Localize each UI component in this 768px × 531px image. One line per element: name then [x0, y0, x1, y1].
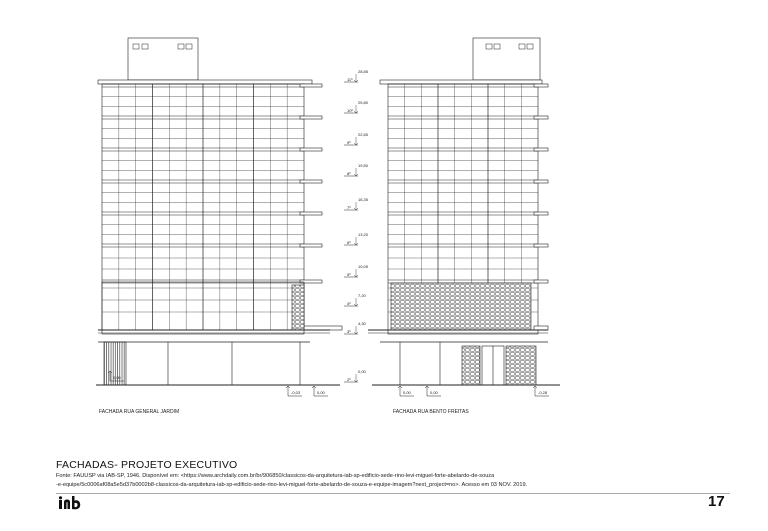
level-marker	[344, 264, 369, 277]
source-line-2: -e-equipe/5c0006af08a5e5d37b0002b8-classicos-da-arquitetura-iab-sp-edificio-sede-rino-levi-miguel-forte-abelardo-de-souza-e-equipe-imagem?next_project=no>. Acesso em 03 NOV. 2019.	[56, 482, 528, 488]
ground-mark	[533, 386, 549, 396]
left-brick-panel	[292, 285, 304, 330]
level-floor-label: 4º	[347, 301, 351, 306]
left-podium-slab	[300, 326, 342, 330]
footer-rule	[56, 493, 730, 494]
level-elevation-label: 22,65	[358, 132, 369, 137]
level-floor-label: 11º	[347, 77, 353, 82]
ground-mark-label: -0,28	[538, 390, 548, 395]
level-elevation-label: 7,20	[358, 293, 366, 298]
level-floor-label: 7º	[347, 205, 351, 210]
right-facade-elevation	[368, 38, 560, 385]
right-podium-slab	[534, 326, 548, 330]
level-floor-label: 9º	[347, 140, 351, 145]
level-elevation-label: 28,85	[358, 69, 369, 74]
level-floor-label: 10º	[347, 108, 353, 113]
left-facade-elevation	[96, 38, 342, 385]
right-facade-label: FACHADA RUA BENTO FREITAS	[393, 409, 469, 415]
level-marker	[344, 293, 367, 306]
level-floor-label: 2º	[347, 377, 351, 382]
ground-mark	[286, 386, 302, 396]
source-line-1: Fonte: FAUUSP via IAB-SP, 1946. Disponível em: <https://www.archdaily.com.br/br/906850/classicos-da-arquitetura-iab-sp-edificio-sede-rino-levi-miguel-forte-abelardo-de-souza	[56, 473, 495, 479]
ground-mark-label: 0,00	[403, 390, 411, 395]
level-marker	[344, 132, 369, 145]
left-balcony-slab	[300, 116, 322, 119]
level-elevation-label: 10,05	[358, 264, 369, 269]
right-balcony-slab	[534, 84, 548, 87]
right-balcony-slab	[534, 148, 548, 151]
left-balcony-slab	[300, 244, 322, 247]
left-penthouse-windows	[133, 44, 192, 49]
left-balcony-slab	[300, 180, 322, 183]
right-balcony-slab	[534, 280, 548, 283]
level-floor-label: 8º	[347, 171, 351, 176]
right-balcony-slab	[534, 180, 548, 183]
level-marker	[344, 321, 367, 334]
ground-mark-label: 0,00	[317, 390, 325, 395]
right-penthouse	[473, 38, 540, 80]
left-balcony-slab	[300, 148, 322, 151]
ground-mark-label: 0,00	[113, 375, 121, 380]
ground-mark	[312, 386, 328, 396]
ground-level-marks	[108, 371, 549, 396]
level-elevation-label: 16,35	[358, 197, 369, 202]
level-marker	[344, 197, 369, 210]
level-marker	[344, 100, 369, 113]
level-marker	[344, 163, 369, 176]
level-elevation-label: 19,50	[358, 163, 369, 168]
level-markers	[344, 69, 369, 382]
right-balcony-slab	[534, 116, 548, 119]
level-marker	[344, 69, 369, 82]
right-entrance-brick	[462, 346, 480, 385]
ground-mark	[425, 386, 441, 396]
page-number: 17	[708, 493, 725, 510]
left-penthouse	[128, 38, 198, 80]
left-balcony-slab	[300, 212, 322, 215]
iab-logo-icon	[58, 496, 82, 510]
level-elevation-label: 25,80	[358, 100, 369, 105]
ground-mark-label: -0,03	[291, 390, 301, 395]
right-balcony-slab	[534, 244, 548, 247]
level-elevation-label: 0,00	[358, 369, 366, 374]
level-floor-label: 6º	[347, 240, 351, 245]
ground-mark	[398, 386, 414, 396]
right-penthouse-windows	[486, 44, 533, 49]
right-balcony-slab	[534, 212, 548, 215]
right-brick-screen	[391, 283, 531, 330]
level-floor-label: 5º	[347, 272, 351, 277]
level-elevation-label: 4,30	[358, 321, 366, 326]
left-facade-label: FACHADA RUA GENERAL JARDIM	[99, 409, 180, 415]
level-marker	[344, 369, 367, 382]
left-balcony-slab	[300, 280, 322, 283]
left-balcony-slab	[300, 84, 322, 87]
level-marker	[344, 232, 369, 245]
level-floor-label: 3º	[347, 329, 351, 334]
page-title: FACHADAS- PROJETO EXECUTIVO	[56, 459, 238, 471]
level-elevation-label: 13,20	[358, 232, 369, 237]
right-side-brick	[506, 346, 536, 385]
ground-mark-label: 0,00	[430, 390, 438, 395]
